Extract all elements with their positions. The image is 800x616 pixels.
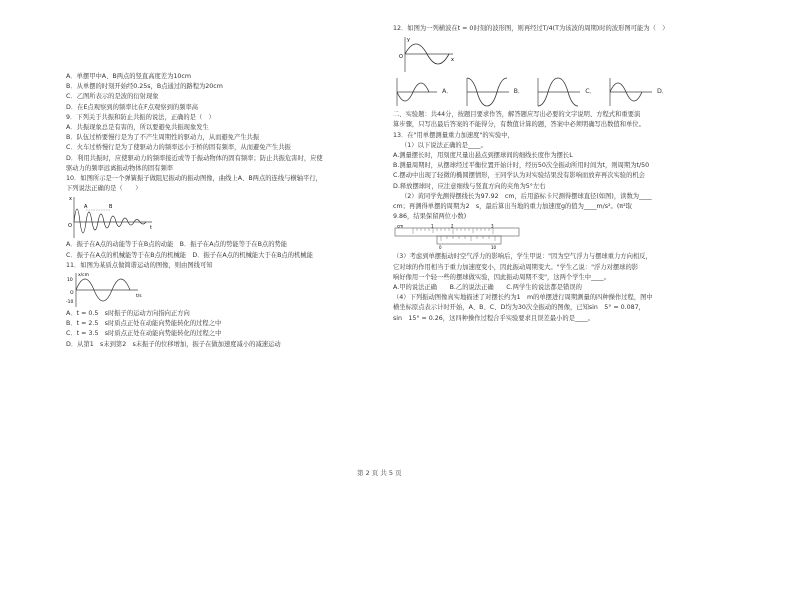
vernier-0: 0 xyxy=(439,245,442,251)
ruler-1: 1 xyxy=(431,224,434,229)
q13-part1: （1）以下说法正确的是____。 xyxy=(401,141,487,149)
ruler-unit: cm xyxy=(397,224,404,229)
q12-initial-wave-figure xyxy=(397,34,457,74)
simple-harmonic-figure xyxy=(66,271,146,309)
fig10-point-a: A xyxy=(84,204,88,211)
q12-option-a-graph xyxy=(393,76,441,108)
damped-oscillation-figure xyxy=(66,194,156,240)
q12-option-b-label: B． xyxy=(513,88,525,96)
q11-option-d: D．从第1 s末到第2 s末振子的位移增加，振子在做加速度减小的减速运动 xyxy=(66,340,281,348)
q12-options xyxy=(393,76,733,108)
fig10-point-b: B xyxy=(109,204,113,211)
q12-option-c-label: C． xyxy=(585,88,596,96)
q10-stem: 10．如图所示是一个弹簧振子做阻尼振动的振动图像，曲线上A、B两点的连线与横轴平行， xyxy=(66,175,322,183)
vernier-10: 10 xyxy=(491,245,497,251)
q13-part2: （2）黄同学先测得摆线长为97.92 cm，后用游标卡尺测得摆球直径(如图)，读数为____ xyxy=(401,192,652,200)
q13-option-b: B.测量周期时，从摆球经过平衡位置开始计时，经历50次全振动所用时间为t，则周期为t/50 xyxy=(393,162,650,170)
q11-option-c: C．t = 3.5 s时质点正处在动能向势能转化的过程之中 xyxy=(66,330,222,338)
q11-option-b: B．t = 2.5 s时质点正处在动能向势能转化的过程之中 xyxy=(66,320,222,328)
q13-part3-options: A.甲的说法正确 B.乙的说法正确 C.两学生的说法都是错误的 xyxy=(393,284,582,292)
q13-option-c: C.摆动中出现了轻微的椭圆摆情形，王同学认为对实验结果没有影响而放弃再次实验的机会 xyxy=(393,172,645,180)
q10-option-cd: C．振子在A点的机械能等于在B点的机械能 D．振子在A点的机械能大于在B点的机械能 xyxy=(66,251,313,259)
fig10-origin: O xyxy=(68,223,72,230)
q13-part3: （3）考虑到单摆振动时空气浮力的影响后，学生甲说："因为空气浮力与摆球重力方向相反， xyxy=(393,253,652,261)
fig11-ybottom: -10 xyxy=(66,300,74,306)
fig10-x-label: t xyxy=(150,225,152,232)
q13-part2-cont: cm；再测得单摆的周期为2 s，最后算出当地的重力加速度g的值为____m/s²。(π²取 xyxy=(393,203,632,211)
q12-option-a-label: A． xyxy=(442,88,453,96)
q8-option-c: C．乙图所表示的是波的衍射现象 xyxy=(66,93,159,101)
fig11-x-label: t/s xyxy=(136,294,142,300)
left-column xyxy=(66,72,388,350)
q9-stem: 9．下列关于共振和防止共振的说法，正确的是（ ） xyxy=(66,113,215,121)
q11-option-a: A．t = 0.5 s时振子的运动方向指向正方向 xyxy=(66,310,190,318)
fig11-y-label: x/cm xyxy=(78,273,90,279)
ruler-3: 3 xyxy=(491,224,494,229)
svg-text:y: y xyxy=(407,37,410,44)
svg-text:O: O xyxy=(399,54,403,61)
q12-option-b[interactable] xyxy=(463,76,535,108)
q13-part3-cont: 它对球的作用相当于重力加速度变小，因此振动周期变大。"学生乙说："浮力对摆球的影 xyxy=(393,263,639,271)
fig10-y-label: x xyxy=(69,196,72,203)
right-column xyxy=(393,24,733,324)
q9-option-d-cont: 驱动力的频率远离振动物体的固有频率 xyxy=(66,164,174,172)
q9-option-a: A．共振现象总是有害的，所以要避免共振现象发生 xyxy=(66,124,209,132)
q12-option-b-graph xyxy=(463,76,513,108)
q12-stem: 12．如图为一列横波在t = 0时刻的波形图，则再经过T/4(T为该波的周期)时的波形图可能为（ ） xyxy=(393,25,669,32)
q13-part4-cont: 横坐标原点表示计时开始，A、B、C、D均为30次全振动的图像，已知sin 5° = 0.087， xyxy=(393,304,645,312)
q12-option-c[interactable] xyxy=(534,76,606,108)
fig11-ytop: 10 xyxy=(67,278,73,284)
q11-stem: 11．如图为某质点做简谐运动的图像，则由图线可知 xyxy=(66,261,213,269)
q13-part2-cont2: 9.86，结果保留两位小数) xyxy=(393,213,467,221)
q13-option-d: D.释放摆球时，应注意细线与竖直方向的夹角为5°左右 xyxy=(393,182,546,190)
q8-option-b: B．从单摆的时刻开始经0.25s，B点通过的路程为20cm xyxy=(66,83,223,91)
q13-part4-cont2: sin 15° = 0.26，这四种操作过程合乎实验要求且误差最小的是____。 xyxy=(393,314,594,322)
q12-option-d[interactable] xyxy=(606,76,678,108)
page-footer: 第 2 页 共 5 页 xyxy=(357,469,402,477)
q13-part4: （4）下列振动图像真实地描述了对摆长约为1 m的单摆进行周期测量的四种操作过程，图中 xyxy=(393,294,653,302)
svg-text:x: x xyxy=(451,57,454,64)
q12-option-c-graph xyxy=(534,76,584,108)
section-header-cont: 算步骤，只写出最后答案的不能得分，有数值计算的题，答案中必须明确写出数值和单位。 xyxy=(393,121,645,129)
q8-option-a: A．单摆甲中A、B两点的竖直高度差为10cm xyxy=(66,73,191,80)
q12-option-a[interactable] xyxy=(393,76,463,108)
q9-option-c: C．火车过桥慢行是为了使驱动力的频率远小于桥的固有频率，从而避免产生共振 xyxy=(66,144,291,152)
q13-stem: 13．在"用单摆测量重力加速度"的实验中， xyxy=(393,131,514,139)
q10-option-ab: A．振子在A点的动能等于在B点的动能 B．振子在A点的势能等于在B点的势能 xyxy=(66,241,288,249)
q8-option-d: D．在E点观察到的频率比在F点观察到的频率高 xyxy=(66,103,199,111)
q12-option-d-label: D． xyxy=(656,88,669,96)
q10-stem-cont: 下列说法正确的是（ ） xyxy=(66,185,142,193)
section-header: 二、实验题：共44分，按题目要求作答，解答题应写出必要的文字说明、方程式和重要演 xyxy=(393,111,641,119)
q9-option-b: B．队伍过桥要慢行是为了不产生周期性的驱动力，从而避免产生共振 xyxy=(66,134,260,142)
fig11-origin: O xyxy=(70,291,74,297)
q9-option-d: D．利用共振时，应使驱动力的频率接近或等于振动物体的固有频率；防止共振危害时，应使 xyxy=(66,154,323,162)
q12-option-d-graph xyxy=(606,76,656,108)
ruler-2: 2 xyxy=(451,224,454,229)
q13-part3-cont2: 响好像用一个轻一些的摆球做实验，因此振动周期不变"，这两个学生中____。 xyxy=(393,273,610,281)
vernier-caliper-figure xyxy=(393,224,523,250)
q13-option-a: A.测量摆长时，用刻度尺量出悬点到摆球间的细线长度作为摆长L xyxy=(393,152,573,160)
